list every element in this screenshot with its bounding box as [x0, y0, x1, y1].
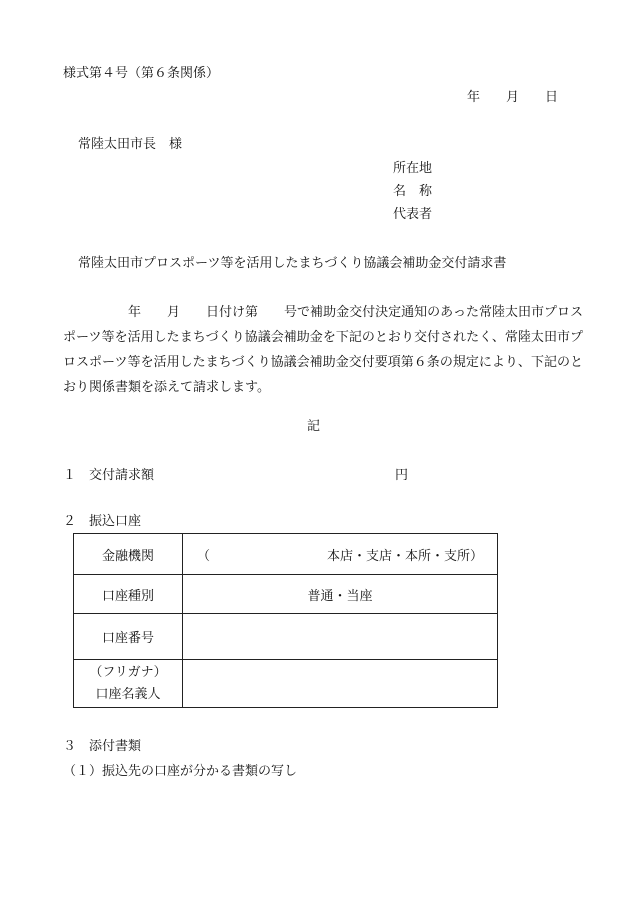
table-row: [74, 534, 498, 575]
table-row: [74, 575, 498, 614]
table-row: [74, 660, 498, 708]
section-2-label: ２ 振込口座: [63, 514, 142, 529]
holder-label: 口座名義人: [95, 686, 161, 702]
bank-value-cell: [183, 534, 498, 575]
ki-heading: 記: [307, 419, 321, 434]
bank-account-table: [73, 533, 498, 708]
account-number-label: 口座番号: [101, 631, 154, 646]
addressee: 常陸太田市長 様: [78, 137, 183, 152]
number-label-cell: [74, 614, 183, 660]
representative-label: 代表者: [393, 207, 433, 222]
type-label-cell: [74, 575, 183, 614]
account-type-value: 普通・当座: [307, 588, 373, 604]
bank-open-paren: （: [197, 548, 211, 564]
bank-label: 金融機関: [101, 548, 154, 564]
account-type-label: 口座種別: [101, 588, 154, 604]
table-row: [74, 614, 498, 660]
type-value-cell: [183, 575, 498, 614]
bank-branch-options: 本店・支店・本所・支所）: [326, 548, 483, 564]
bank-label-cell: [74, 534, 183, 575]
section-1-label: １ 交付請求額: [63, 468, 155, 483]
address-label: 所在地: [393, 161, 433, 176]
section-3-label: ３ 添付書類: [63, 739, 142, 754]
kana-label: （フリガナ）: [89, 664, 167, 680]
holder-value-cell: [183, 660, 498, 708]
holder-label-cell: [74, 660, 183, 708]
document-title: 常陸太田市プロスポーツ等を活用したまちづくり協議会補助金交付請求書: [78, 256, 507, 271]
body-paragraph: 年 月 日付け第 号で補助金交付決定通知のあった常陸太田市プロスポーツ等を活用したまちづくり協議会補助金を下記のとおり交付されたく、常陸太田市プロスポーツ等を活用したまちづくり協議会補助金交付要項第６条の規定により、下記のとおり関係書類を添えて請求します。: [63, 305, 583, 395]
attachment-item: （１）振込先の口座が分かる書類の写し: [63, 764, 298, 779]
number-value-cell: [183, 614, 498, 660]
yen-unit: 円: [395, 468, 409, 483]
name-label: 名 称: [393, 184, 433, 199]
date-line: 年 月 日: [467, 90, 559, 105]
form-number: 様式第４号（第６条関係）: [63, 66, 220, 81]
